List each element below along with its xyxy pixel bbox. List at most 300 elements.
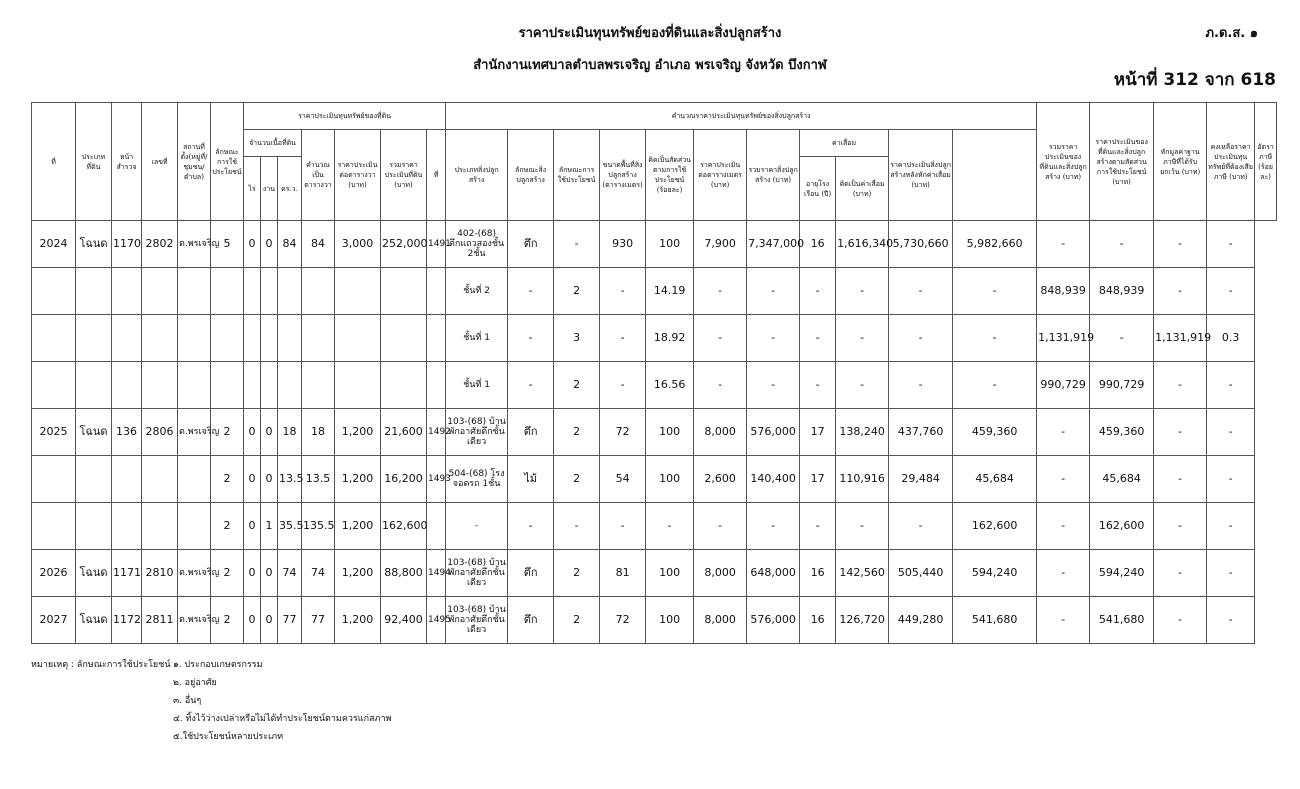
table-cell — [381, 315, 427, 362]
table-cell — [278, 362, 302, 409]
table-cell: 2802 — [142, 221, 178, 268]
table-cell: - — [1037, 221, 1090, 268]
table-cell: - — [747, 503, 800, 550]
table-cell: 1171 — [112, 550, 142, 597]
table-cell: - — [1037, 503, 1090, 550]
table-cell: 0 — [261, 597, 278, 644]
subgroup-area-header: จำนวนเนื้อที่ดิน — [244, 130, 302, 157]
table-cell: - — [1037, 409, 1090, 456]
table-cell: - — [800, 503, 836, 550]
table-cell — [302, 362, 335, 409]
table-cell: - — [1207, 221, 1255, 268]
table-cell: 1,200 — [335, 597, 381, 644]
table-cell — [278, 268, 302, 315]
table-cell: - — [889, 362, 953, 409]
col-land-total: รวมราคาประเมินที่ดิน (บาท) — [381, 130, 427, 221]
col-depr-amount: คิดเป็นค่าเสื่อม (บาท) — [836, 157, 889, 221]
table-cell: 100 — [646, 409, 694, 456]
table-cell — [142, 503, 178, 550]
table-cell: 2 — [211, 409, 244, 456]
col-building-type: ประเภทสิ่งปลูกสร้าง — [446, 130, 508, 221]
table-cell: 0 — [261, 456, 278, 503]
group-land-header: ราคาประเมินทุนทรัพย์ของที่ดิน — [244, 103, 446, 130]
table-cell: - — [1154, 221, 1207, 268]
table-row — [32, 315, 1277, 362]
table-cell: 576,000 — [747, 409, 800, 456]
table-cell: 2027 — [32, 597, 76, 644]
table-cell: 103-(68) บ้านพักอาศัยตึกชั้นเดียว — [446, 550, 508, 597]
table-cell: - — [1207, 409, 1255, 456]
table-cell: 84 — [278, 221, 302, 268]
table-row — [32, 550, 1277, 597]
table-cell: 459,360 — [1090, 409, 1154, 456]
footnote — [31, 656, 391, 746]
table-cell — [302, 268, 335, 315]
table-cell: 2 — [211, 550, 244, 597]
table-cell: - — [1207, 456, 1255, 503]
table-cell: 100 — [646, 221, 694, 268]
table-cell: 0 — [244, 503, 261, 550]
table-cell: 16 — [800, 221, 836, 268]
col-total-land-building: รวมราคาประเมินของที่ดินและสิ่งปลูกสร้าง (บาท) — [1037, 103, 1090, 221]
table-cell: 1,131,919 — [1154, 315, 1207, 362]
table-cell: - — [508, 315, 554, 362]
table-cell: - — [694, 362, 747, 409]
table-cell: 72 — [600, 597, 646, 644]
table-cell: - — [1154, 362, 1207, 409]
table-cell: 103-(68) บ้านพักอาศัยตึกชั้นเดียว — [446, 409, 508, 456]
table-row — [32, 362, 1277, 409]
col-deduction: หักมูลค่าฐานภาษีที่ได้รับยกเว้น (บาท) — [1154, 103, 1207, 221]
table-cell: ตึก — [508, 221, 554, 268]
table-cell: 2025 — [32, 409, 76, 456]
table-cell: - — [1090, 221, 1154, 268]
table-cell: 74 — [302, 550, 335, 597]
col-building-total: รวมราคาสิ่งปลูกสร้าง (บาท) — [747, 130, 800, 221]
table-cell: - — [1207, 362, 1255, 409]
table-cell: - — [953, 315, 1037, 362]
table-cell: 92,400 — [381, 597, 427, 644]
table-cell: 0 — [244, 550, 261, 597]
table-cell: 100 — [646, 597, 694, 644]
table-cell — [142, 362, 178, 409]
table-cell — [32, 315, 76, 362]
table-cell: - — [836, 315, 889, 362]
table-cell: 504-(68) โรงจอดรถ 1ชั้น — [446, 456, 508, 503]
table-cell: ตึก — [508, 597, 554, 644]
table-cell: - — [600, 503, 646, 550]
table-cell: - — [1154, 456, 1207, 503]
group-building-header: คำนวณราคาประเมินทุนทรัพย์ของสิ่งปลูกสร้าง — [446, 103, 1037, 130]
page-indicator: หน้าที่ 312 จาก 618 — [1113, 70, 1276, 90]
table-cell: - — [747, 362, 800, 409]
table-cell — [381, 362, 427, 409]
table-cell: 16.56 — [646, 362, 694, 409]
table-cell: ชั้นที่ 1 — [446, 315, 508, 362]
table-row — [32, 503, 1277, 550]
col-number: เลขที่ — [142, 103, 178, 221]
table-cell: - — [1207, 550, 1255, 597]
table-cell: - — [1154, 409, 1207, 456]
table-cell — [32, 456, 76, 503]
table-cell: 8,000 — [694, 597, 747, 644]
table-cell: 45,684 — [1090, 456, 1154, 503]
table-cell: 0 — [261, 221, 278, 268]
table-cell — [335, 315, 381, 362]
table-cell: - — [889, 503, 953, 550]
table-cell: 2 — [554, 268, 600, 315]
table-cell — [427, 503, 446, 550]
col-survey-page: หน้าสำรวจ — [112, 103, 142, 221]
subgroup-depreciation-header: ค่าเสื่อม — [800, 130, 889, 157]
table-cell: 576,000 — [747, 597, 800, 644]
table-cell: 110,916 — [836, 456, 889, 503]
table-cell: 1172 — [112, 597, 142, 644]
table-cell: - — [1154, 550, 1207, 597]
col-rai: ไร่ — [244, 157, 261, 221]
table-cell: - — [646, 503, 694, 550]
table-cell — [112, 268, 142, 315]
table-cell — [178, 362, 211, 409]
table-cell: 437,760 — [889, 409, 953, 456]
table-cell: 990,729 — [1090, 362, 1154, 409]
table-cell: ต.พรเจริญ — [178, 597, 211, 644]
table-cell: 1492 — [427, 409, 446, 456]
table-cell: - — [836, 268, 889, 315]
table-cell: 140,400 — [747, 456, 800, 503]
col-usage: ลักษณะการใช้ประโยชน์ — [211, 103, 244, 221]
table-cell: - — [508, 503, 554, 550]
table-cell — [32, 503, 76, 550]
table-cell: 449,280 — [889, 597, 953, 644]
table-cell: - — [600, 362, 646, 409]
table-cell: 7,347,000 — [747, 221, 800, 268]
table-cell: 594,240 — [953, 550, 1037, 597]
table-cell: 100 — [646, 456, 694, 503]
table-cell — [278, 315, 302, 362]
table-cell: - — [508, 362, 554, 409]
table-cell: 541,680 — [1090, 597, 1154, 644]
table-cell: 74 — [278, 550, 302, 597]
table-row — [32, 268, 1277, 315]
table-cell — [427, 315, 446, 362]
table-row — [32, 221, 1277, 268]
table-cell: โฉนด — [76, 409, 112, 456]
footnote-item: ๓. อื่นๆ — [173, 696, 202, 706]
table-cell: 1170 — [112, 221, 142, 268]
table-cell: ต.พรเจริญ — [178, 409, 211, 456]
table-cell: ต.พรเจริญ — [178, 550, 211, 597]
table-cell: 138,240 — [836, 409, 889, 456]
table-cell — [76, 503, 112, 550]
table-cell: 16 — [800, 550, 836, 597]
table-cell: 2024 — [32, 221, 76, 268]
table-cell: 1,200 — [335, 550, 381, 597]
table-cell: - — [600, 315, 646, 362]
table-cell: 0 — [244, 597, 261, 644]
table-cell — [112, 456, 142, 503]
table-cell — [178, 315, 211, 362]
table-cell: ตึก — [508, 550, 554, 597]
table-cell: 0 — [244, 456, 261, 503]
table-row — [32, 456, 1277, 503]
table-cell: ชั้นที่ 2 — [446, 268, 508, 315]
col-building-price-sqm: ราคาประเมินต่อตารางเมตร (บาท) — [694, 130, 747, 221]
table-cell: 1 — [261, 503, 278, 550]
table-cell — [427, 362, 446, 409]
table-cell: 135.5 — [302, 503, 335, 550]
table-cell: 1,131,919 — [1037, 315, 1090, 362]
table-cell: - — [747, 315, 800, 362]
table-cell: - — [836, 362, 889, 409]
table-cell: - — [1207, 597, 1255, 644]
table-cell: 2811 — [142, 597, 178, 644]
table-cell: - — [836, 503, 889, 550]
table-cell: 14.19 — [646, 268, 694, 315]
table-cell: 1,616,340 — [836, 221, 889, 268]
table-cell: 77 — [302, 597, 335, 644]
table-cell — [142, 456, 178, 503]
table-cell: 13.5 — [302, 456, 335, 503]
table-cell — [261, 362, 278, 409]
table-cell: 594,240 — [1090, 550, 1154, 597]
col-building-area: ขนาดพื้นที่สิ่งปลูกสร้าง (ตารางเมตร) — [600, 130, 646, 221]
table-cell: 2806 — [142, 409, 178, 456]
table-cell: 81 — [600, 550, 646, 597]
col-ratio-value: ราคาประเมินของที่ดินและสิ่งปลูกสร้างตามสัดส่วนการใช้ประโยชน์ (บาท) — [1090, 103, 1154, 221]
table-cell: 1495 — [427, 597, 446, 644]
table-cell: 2026 — [32, 550, 76, 597]
document-subtitle: สำนักงานเทศบาลตำบลพรเจริญ อำเภอ พรเจริญ จังหวัด บึงกาฬ — [473, 58, 827, 73]
footnote-item: ๒. อยู่อาศัย — [173, 678, 217, 688]
table-cell — [142, 315, 178, 362]
table-cell: - — [800, 315, 836, 362]
table-cell: 18 — [278, 409, 302, 456]
table-cell: 505,440 — [889, 550, 953, 597]
table-cell: 0 — [244, 221, 261, 268]
table-cell: 0 — [261, 409, 278, 456]
table-cell: 1494 — [427, 550, 446, 597]
table-cell — [178, 456, 211, 503]
table-cell: 162,600 — [381, 503, 427, 550]
table-cell: โฉนด — [76, 550, 112, 597]
table-cell — [178, 268, 211, 315]
table-cell: 541,680 — [953, 597, 1037, 644]
table-cell: - — [953, 268, 1037, 315]
table-cell: - — [1207, 503, 1255, 550]
table-cell — [112, 315, 142, 362]
table-cell — [261, 268, 278, 315]
table-cell: ชั้นที่ 1 — [446, 362, 508, 409]
form-code: ภ.ด.ส. ๑ — [1205, 26, 1258, 41]
table-cell: 252,000 — [381, 221, 427, 268]
table-cell — [76, 268, 112, 315]
table-cell: - — [1154, 597, 1207, 644]
table-cell: 402-(68) ตึกแถวสองชั้น 2ชั้น — [446, 221, 508, 268]
table-cell: 21,600 — [381, 409, 427, 456]
table-cell: 1491 — [427, 221, 446, 268]
table-cell — [244, 315, 261, 362]
table-cell: - — [953, 362, 1037, 409]
table-row — [32, 597, 1277, 644]
table-cell: 13.5 — [278, 456, 302, 503]
table-cell: 930 — [600, 221, 646, 268]
table-cell: 126,720 — [836, 597, 889, 644]
footnote-item: ๕.ใช้ประโยชน์หลายประเภท — [173, 732, 284, 742]
table-cell: โฉนด — [76, 597, 112, 644]
table-body — [32, 221, 1277, 644]
table-cell: ตึก — [508, 409, 554, 456]
table-cell — [76, 362, 112, 409]
col-location: สถานที่ตั้ง(หมู่ที่/ชุมชน/ตำบล) — [178, 103, 211, 221]
table-cell: - — [800, 362, 836, 409]
table-cell — [381, 268, 427, 315]
table-cell: 35.5 — [278, 503, 302, 550]
table-cell: 100 — [646, 550, 694, 597]
table-cell: - — [554, 221, 600, 268]
table-cell: 1493 — [427, 456, 446, 503]
table-cell: 3 — [554, 315, 600, 362]
table-cell — [211, 315, 244, 362]
col-calc-wa: คำนวณเป็นตารางวา — [302, 130, 335, 221]
table-cell: - — [747, 268, 800, 315]
table-cell: 16 — [800, 597, 836, 644]
table-cell: 848,939 — [1090, 268, 1154, 315]
table-cell: 18.92 — [646, 315, 694, 362]
table-cell: 2 — [554, 362, 600, 409]
table-cell: 7,900 — [694, 221, 747, 268]
table-cell: - — [446, 503, 508, 550]
table-cell — [112, 362, 142, 409]
footnote-label: หมายเหตุ : ลักษณะการใช้ประโยชน์ — [31, 660, 171, 670]
table-cell: 0 — [244, 409, 261, 456]
table-cell: - — [1154, 268, 1207, 315]
col-building-usage: ลักษณะการใช้ประโยชน์ — [554, 130, 600, 221]
footnote-item: ๔. ทิ้งไว้ว่างเปล่าหรือไม่ได้ทำประโยชน์ตามควรแก่สภาพ — [173, 714, 392, 724]
table-cell: 103-(68) บ้านพักอาศัยตึกชั้นเดียว — [446, 597, 508, 644]
table-cell: 0 — [261, 550, 278, 597]
table-cell: 8,000 — [694, 550, 747, 597]
table-cell — [427, 268, 446, 315]
col-taxable: คงเหลือราคาประเมินทุนทรัพย์ที่ต้องเสียภาษี (บาท) — [1207, 103, 1255, 221]
table-cell: 2 — [554, 597, 600, 644]
table-cell: - — [554, 503, 600, 550]
col-wa: ตร.ว. — [278, 157, 302, 221]
col-building-no: ที่ — [427, 130, 446, 221]
table-cell: 16,200 — [381, 456, 427, 503]
table-cell — [211, 362, 244, 409]
table-cell: 990,729 — [1037, 362, 1090, 409]
table-cell: - — [694, 503, 747, 550]
table-cell: 8,000 — [694, 409, 747, 456]
table-cell — [32, 268, 76, 315]
table-cell: - — [1037, 597, 1090, 644]
col-building-kind: ลักษณะสิ่งปลูกสร้าง — [508, 130, 554, 221]
col-ngan: งาน — [261, 157, 278, 221]
table-cell — [244, 268, 261, 315]
col-building-ratio: คิดเป็นสัดส่วนตามการใช้ประโยชน์ (ร้อยละ) — [646, 130, 694, 221]
col-no: ที่ — [32, 103, 76, 221]
table-cell: 162,600 — [1090, 503, 1154, 550]
table-cell: - — [694, 268, 747, 315]
document-title: ราคาประเมินทุนทรัพย์ของที่ดินและสิ่งปลูกสร้าง — [518, 26, 782, 41]
table-cell — [112, 503, 142, 550]
table-cell: 77 — [278, 597, 302, 644]
footnote-item: ๑. ประกอบเกษตรกรรม — [173, 660, 263, 670]
table-cell: - — [889, 315, 953, 362]
table-cell: 17 — [800, 456, 836, 503]
table-cell: 5 — [211, 221, 244, 268]
table-cell: 142,560 — [836, 550, 889, 597]
table-cell: 2 — [211, 456, 244, 503]
col-price-per-wa: ราคาประเมินต่อตารางวา (บาท) — [335, 130, 381, 221]
table-cell — [335, 268, 381, 315]
table-cell: 2 — [211, 597, 244, 644]
table-cell: โฉนด — [76, 221, 112, 268]
table-cell: 72 — [600, 409, 646, 456]
table-cell: 5,730,660 — [889, 221, 953, 268]
table-cell: 5,982,660 — [953, 221, 1037, 268]
table-cell: - — [694, 315, 747, 362]
table-cell: 459,360 — [953, 409, 1037, 456]
table-cell — [76, 456, 112, 503]
table-cell: 2 — [554, 456, 600, 503]
table-cell: 2 — [554, 409, 600, 456]
table-cell: 1,200 — [335, 503, 381, 550]
table-cell: 88,800 — [381, 550, 427, 597]
table-cell — [211, 268, 244, 315]
table-cell: - — [1090, 315, 1154, 362]
table-cell: - — [1037, 550, 1090, 597]
table-cell: - — [1037, 456, 1090, 503]
table-cell: ไม้ — [508, 456, 554, 503]
table-cell: 648,000 — [747, 550, 800, 597]
assessment-table — [31, 102, 1277, 644]
table-cell: 136 — [112, 409, 142, 456]
table-cell: - — [1207, 268, 1255, 315]
table-cell — [244, 362, 261, 409]
table-cell: 18 — [302, 409, 335, 456]
table-cell: 2 — [554, 550, 600, 597]
col-land-type: ประเภทที่ดิน — [76, 103, 112, 221]
table-cell: - — [800, 268, 836, 315]
table-cell: 2810 — [142, 550, 178, 597]
table-cell: - — [508, 268, 554, 315]
table-cell: 0.3 — [1207, 315, 1255, 362]
table-cell: 162,600 — [953, 503, 1037, 550]
table-cell: - — [889, 268, 953, 315]
table-cell: 3,000 — [335, 221, 381, 268]
table-cell — [76, 315, 112, 362]
table-cell — [178, 503, 211, 550]
table-cell — [142, 268, 178, 315]
table-cell: 17 — [800, 409, 836, 456]
table-cell: - — [600, 268, 646, 315]
table-cell: 2 — [211, 503, 244, 550]
table-cell: ต.พรเจริญ — [178, 221, 211, 268]
table-cell: 1,200 — [335, 409, 381, 456]
col-building-age: อายุโรงเรือน (ปี) — [800, 157, 836, 221]
table-cell: 84 — [302, 221, 335, 268]
table-cell: 2,600 — [694, 456, 747, 503]
table-cell: 1,200 — [335, 456, 381, 503]
table-cell: 29,484 — [889, 456, 953, 503]
table-cell: 54 — [600, 456, 646, 503]
table-cell — [302, 315, 335, 362]
col-building-after-depr: ราคาประเมินสิ่งปลูกสร้างหลังหักค่าเสื่อม (บาท) — [889, 130, 953, 221]
table-cell — [261, 315, 278, 362]
table-cell: - — [1154, 503, 1207, 550]
